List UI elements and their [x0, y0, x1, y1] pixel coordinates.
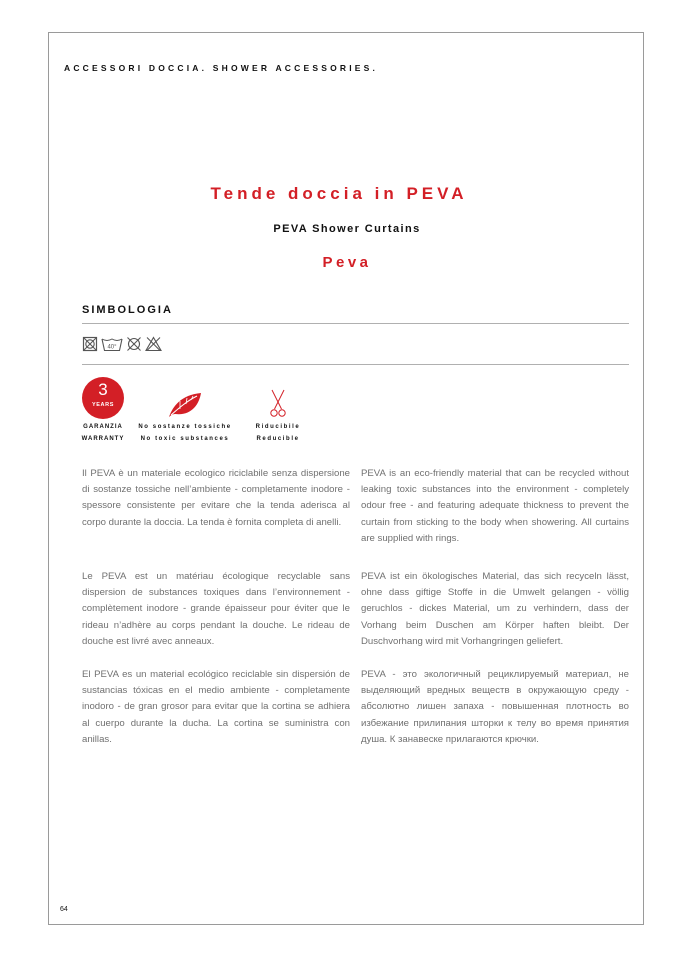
warranty-years-number: 3 [98, 380, 108, 399]
non-toxic-label-en: No toxic substances [140, 436, 230, 442]
divider [82, 323, 629, 324]
product-title: Tende doccia in PEVA [210, 184, 468, 203]
product-subtitle: PEVA Shower Curtains [273, 223, 421, 235]
page-number: 64 [60, 906, 68, 913]
product-material: Peva [322, 254, 372, 271]
warranty-feature [80, 377, 126, 445]
description-es: El PEVA es un material ecológico reciclable sin dispersión de sustancias tóxicas en el medio ambiente - completamente inodoro - de gran grosor para evitar que la cortina se adhiera al cuerpo durante la ducha. La cortina se suministra con anillas. [82, 669, 350, 745]
non-toxic-feature [130, 390, 240, 445]
description-de: PEVA ist ein ökologisches Material, das sich recyceln lässt, ohne dass giftige Stoffe in die Umwelt gelangen - völlig geruchlos - dickes Material, um zu verhindern, dass der Vorhang beim Duschen am Körper haften bleibt. Der Duschvorhang wird mit Vorhangringen geliefert. [361, 571, 629, 647]
wash-40-icon [101, 336, 123, 352]
reducible-feature [248, 389, 308, 445]
description-ru: PEVA - это экологичный рециклируемый материал, не выделяющий вредных веществ в окружающую среду - абсолютно лишен запаха - повышенная плотность во избежание прилипания шторки к телу во время принятия душа. К занавеске прилагаются крючки. [361, 669, 629, 745]
reducible-label-en: Reducible [256, 436, 300, 442]
description-it: Il PEVA è un materiale ecologico riciclabile senza dispersione di sostanze tossiche nell’ambiente - completamente inodore - spessore consistente per evitare che la tenda aderisca al corpo durante la doccia. La tenda è fornita completa di anelli. [82, 468, 350, 528]
warranty-label-it: GARANZIA [83, 424, 123, 430]
warranty-label-en: WARRANTY [81, 436, 125, 442]
care-symbols [82, 335, 162, 353]
scissors-icon [269, 389, 287, 419]
symbols-heading: SIMBOLOGIA [82, 304, 173, 316]
do-not-tumble-dry-icon [82, 336, 98, 352]
do-not-dry-clean-icon [126, 336, 142, 352]
non-toxic-label-it: No sostanze tossiche [138, 424, 232, 430]
description-en: PEVA is an eco-friendly material that can be recycled without leaking toxic substances into the environment - completely odour free - and featuring adequate thickness to prevent the curtain from sticking to the body when showering. All curtains are supplied with rings. [361, 468, 629, 544]
do-not-bleach-icon [145, 336, 162, 352]
section-header: ACCESSORI DOCCIA. SHOWER ACCESSORIES. [64, 63, 379, 73]
divider [82, 364, 629, 365]
warranty-years-unit: YEARS [92, 402, 114, 408]
leaf-icon [165, 390, 205, 420]
reducible-label-it: Riducibile [255, 424, 301, 430]
warranty-badge-icon [82, 377, 124, 419]
wash-temperature: 40° [107, 344, 117, 351]
description-fr: Le PEVA est un matériau écologique recyclable sans dispersion de substances toxiques dans l’environnement - complètement inodore - grande épaisseur pour éviter que le rideau n’adhère au corps pendant la douche. Le rideau de douche est livré avec anneaux. [82, 571, 350, 647]
